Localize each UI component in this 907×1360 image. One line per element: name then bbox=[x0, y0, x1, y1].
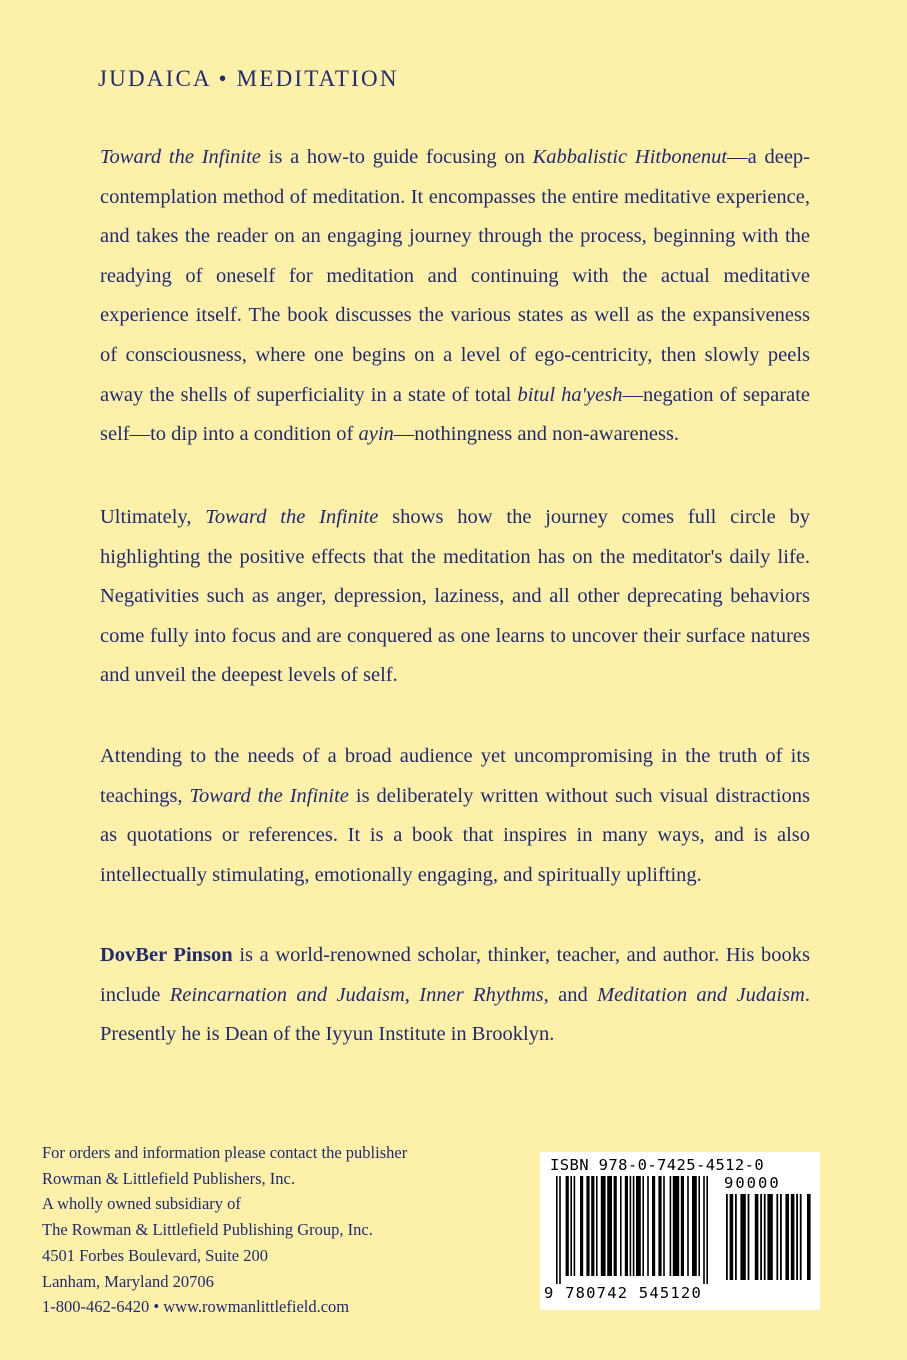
description-paragraph-1: Toward the Infinite is a how-to guide focusing on Kabbalistic Hitbonenut—a deep-contemplation method of meditation. It encompasses the entire meditative experience, and takes the reader on an engaging journey through the process, beginning with the readying of oneself for meditation and continuing with the actual meditative experience itself. The book discusses the various states as well as the expansiveness of consciousness, where one begins on a level of ego-centricity, then slowly peels away the shells of superficiality in a state of total bitul ha'yesh—negation of separate self—to dip into a condition of ayin—nothingness and non-awareness. bbox=[100, 146, 810, 446]
author-bio: DovBer Pinson is a world-renowned scholar, thinker, teacher, and author. His books include Reincarnation and Judaism, Inner Rhythms, and Meditation and Judaism. Presently he is Dean of the Iyyun Institute in Brooklyn. bbox=[100, 944, 810, 1046]
publisher-line: 1-800-462-6420 • www.rowmanlittlefield.com bbox=[42, 1297, 350, 1317]
ean-digits: 9 780742 545120 bbox=[544, 1284, 702, 1302]
description-paragraph-2: Ultimately, Toward the Infinite shows how the journey comes full circle by highlighting the positive effects that the meditation has on the meditator's daily life. Negativities such as anger, depression, laziness, and all other deprecating behaviors come fully into focus and are conquered as one learns to uncover their surface natures and unveil the deepest levels of self. bbox=[100, 506, 810, 687]
barcode-bars-icon bbox=[556, 1176, 714, 1286]
publisher-info bbox=[42, 1140, 407, 1320]
publisher-line: A wholly owned subsidiary of bbox=[42, 1194, 241, 1214]
publisher-line: 4501 Forbes Boulevard, Suite 200 bbox=[42, 1245, 268, 1265]
book-title: Reincarnation and Judaism bbox=[169, 983, 405, 1006]
publisher-line: Lanham, Maryland 20706 bbox=[42, 1271, 214, 1291]
term: Kabbalistic Hitbonenut bbox=[532, 146, 728, 168]
term: bitul ha'yesh bbox=[517, 383, 623, 406]
isbn-number: ISBN 978-0-7425-4512-0 bbox=[550, 1156, 765, 1174]
term: ayin bbox=[358, 423, 394, 446]
author-name: DovBer Pinson bbox=[100, 944, 233, 966]
book-title: Inner Rhythms bbox=[419, 983, 544, 1006]
description-paragraph-3: Attending to the needs of a broad audience yet uncompromising in the truth of its teachings, Toward the Infinite is deliberately written without such visual distractions as quotations or references. It is a book that inspires in many ways, and is also intellectually stimulating, emotionally engaging, and spiritually uplifting. bbox=[100, 745, 810, 886]
publisher-line: For orders and information please contact the publisher bbox=[42, 1143, 408, 1162]
book-title: Meditation and Judaism bbox=[597, 983, 805, 1006]
publisher-line: The Rowman & Littlefield Publishing Group, Inc. bbox=[42, 1220, 373, 1240]
category-label: JUDAICA • MEDITATION bbox=[98, 66, 399, 91]
price-addon-code: 90000 bbox=[724, 1174, 781, 1192]
book-title: Toward the Infinite bbox=[100, 146, 261, 168]
book-title: Toward the Infinite bbox=[205, 506, 379, 528]
publisher-line: Rowman & Littlefield Publishers, Inc. bbox=[42, 1168, 295, 1188]
book-title: Toward the Infinite bbox=[189, 784, 349, 807]
isbn-barcode bbox=[540, 1152, 820, 1310]
addon-barcode-bars-icon bbox=[726, 1194, 812, 1284]
